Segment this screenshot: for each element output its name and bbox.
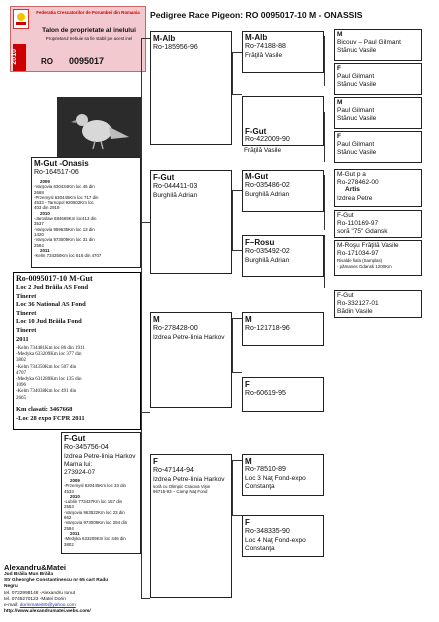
gen4-line: - pămanes Gdansk 1200Km bbox=[337, 264, 392, 269]
gen4-line: Paul Gilmant bbox=[337, 107, 375, 114]
breeder-address: Negru bbox=[4, 584, 18, 590]
breeder-phone: tel. 0745270123 -Matei Dorin bbox=[4, 596, 66, 602]
race-result: -Medyka 633209Km loc 377 din bbox=[16, 352, 82, 358]
race-result: 403 din 2919 bbox=[34, 205, 60, 211]
gen3-sex: M-Alb bbox=[245, 33, 268, 42]
gen3-owner: Loc 3 Naţ Fond-expo Constanţa bbox=[245, 475, 306, 490]
card-ro: RO bbox=[41, 57, 53, 66]
sire-ring: Ro-164517-06 bbox=[34, 169, 79, 176]
connector bbox=[232, 250, 242, 251]
gen4-box-2 bbox=[334, 97, 422, 129]
race-result: -Kelm 734481Km loc 86 din 1911 bbox=[16, 346, 85, 351]
sire-year: 2009 bbox=[40, 179, 50, 184]
gen4-line: Stănuc Vasile bbox=[337, 115, 377, 122]
connector bbox=[141, 412, 150, 413]
gen2-note: soră cu Olimpic Craiova Vişin bbox=[153, 484, 211, 489]
gen4-sex: M bbox=[337, 99, 343, 106]
gen2-owner: Burghilă Adrian bbox=[153, 192, 198, 199]
subject-line: Tineret bbox=[16, 292, 37, 300]
gen4-line: Rivalde fiala (Samplas) bbox=[337, 258, 383, 263]
gen4-line: Paul Gilmant bbox=[337, 141, 375, 148]
race-result: -Medyka 631280Km loc 135 din bbox=[16, 377, 82, 383]
subject-line: Tineret bbox=[16, 326, 37, 334]
gen4-line: Paul Gilmant bbox=[337, 73, 375, 80]
race-result: -Varşovia 973009Km loc 31 din bbox=[34, 237, 95, 243]
gen2-ring: Ro-044411-03 bbox=[153, 183, 198, 190]
gen4-sex: M bbox=[337, 31, 343, 38]
subject-line: Tineret bbox=[16, 309, 37, 317]
subject-line: Loc 10 Jud Brăila Fond bbox=[16, 318, 82, 326]
dam-owner: Izdrea Petre-linia Harkov bbox=[64, 453, 136, 460]
breeder-address: Str Gheorghe Constantinescu nr 65 cart Radu bbox=[4, 578, 109, 584]
gen2-ring: Ro-185956-96 bbox=[153, 44, 198, 51]
sire-year: 2010 bbox=[40, 210, 50, 216]
race-result: -Kelm 734350Km loc 616 din 4707 bbox=[34, 253, 102, 259]
gen2-sex: F-Gut bbox=[153, 173, 175, 182]
sire-year: 2011 bbox=[40, 247, 50, 253]
bracket-line bbox=[232, 318, 233, 372]
connector bbox=[232, 515, 242, 516]
bracket-line bbox=[324, 175, 325, 230]
gen4-sex: F bbox=[337, 133, 341, 140]
gen2-box-1 bbox=[150, 170, 232, 274]
dam-year: 2011 bbox=[70, 530, 80, 536]
gen3-box-3 bbox=[242, 235, 324, 277]
race-result: -Medyka 633209Km loc 446 din bbox=[64, 536, 126, 542]
bracket-line bbox=[232, 190, 233, 250]
pigeon-image bbox=[57, 97, 141, 157]
gen2-box-0 bbox=[150, 31, 232, 145]
gen2-owner: Izdrea Petre-linia Harkov bbox=[153, 476, 225, 483]
subject-name: Ro-0095017-10 M-Gut bbox=[16, 274, 93, 283]
dam-extra: 273924-07 bbox=[64, 469, 96, 476]
race-result: -Przemysl 630445Km loc 33 din bbox=[64, 483, 126, 489]
race-result: 1096 bbox=[16, 383, 26, 389]
subject-race-list bbox=[16, 346, 85, 402]
pigeon-photo bbox=[57, 97, 141, 157]
dam-ring: Ro-345756-04 bbox=[64, 444, 109, 451]
bracket-line bbox=[141, 38, 142, 598]
connector bbox=[232, 372, 242, 373]
connector bbox=[232, 460, 242, 461]
gen4-line: Stănuc Vasile bbox=[337, 81, 377, 88]
race-result: 662 bbox=[64, 515, 72, 521]
connector bbox=[232, 52, 242, 53]
race-result: 3802 bbox=[64, 541, 74, 547]
gen2-sex: M bbox=[153, 315, 160, 324]
race-result: 1420 bbox=[34, 231, 44, 237]
race-result: 4533 bbox=[64, 488, 74, 494]
gen4-line: Stănuc Vasile bbox=[337, 47, 377, 54]
card-number: 0095017 bbox=[69, 56, 105, 66]
gen3-sex: M-Gut bbox=[245, 172, 269, 181]
sire-box bbox=[31, 157, 141, 268]
gen4-line: Ro-110169-97 bbox=[337, 220, 379, 227]
gen2-ring: Ro-278428-00 bbox=[153, 325, 198, 332]
dam-year: 2010 bbox=[70, 493, 80, 499]
gen3-box-0 bbox=[242, 31, 324, 73]
connector bbox=[232, 94, 242, 95]
gen2-sex: M-Alb bbox=[153, 34, 176, 43]
gen3-owner: Burghilă Adrian bbox=[245, 191, 290, 198]
gen3-ring: Ro-348335-90 bbox=[245, 528, 290, 535]
race-result: -Varşovia 630434Km loc 46 din bbox=[34, 184, 95, 190]
race-result: -Kelm 734038Km loc 491 din bbox=[16, 389, 77, 395]
card-federation: Federatia Crescatorilor de Porumbei din Romania bbox=[36, 10, 140, 15]
dam-year: 2009 bbox=[70, 478, 80, 483]
gen3-box-5 bbox=[242, 377, 324, 412]
breeder-info bbox=[4, 563, 144, 615]
gen3-owner: Loc 4 Naţ Fond-expo Constanţa bbox=[245, 537, 306, 552]
gen2-note: 95715-93 – Camp Naţ Fond bbox=[153, 489, 208, 495]
year-tab bbox=[10, 44, 26, 71]
gen4-line: Bicouv – Paul Gilmant bbox=[337, 39, 401, 46]
sire-sex: M-Gut -Onasis bbox=[34, 159, 89, 168]
gen2-extra bbox=[153, 484, 210, 495]
bracket-line bbox=[324, 235, 325, 288]
gen3-box-4 bbox=[242, 312, 324, 346]
card-heading: Talon de proprietate al inelului bbox=[42, 27, 136, 34]
race-result: -Varşovia 959635Km loc 13 din bbox=[34, 226, 95, 232]
subject-box bbox=[13, 272, 141, 430]
gen4-box-3 bbox=[334, 131, 422, 163]
race-result: -Lublin 773437Km loc 157 din bbox=[64, 499, 123, 505]
email-label: e-mail: bbox=[4, 603, 19, 609]
gen2-box-3 bbox=[150, 454, 232, 598]
gen3-owner: Burghilă Adrian bbox=[245, 257, 290, 264]
dam-extra: Mama lui: bbox=[64, 461, 93, 468]
card-year: 2010 bbox=[10, 49, 18, 65]
gen3-owner: Frăţilă Vasile bbox=[244, 147, 282, 154]
dam-box bbox=[61, 432, 141, 554]
gen4-sex: M-Gut p a bbox=[337, 171, 366, 178]
page-title: Pedigree Race Pigeon: RO 0095017-10 M - ONASSIS bbox=[150, 10, 363, 20]
gen4-box-5 bbox=[334, 210, 422, 238]
race-result: 4707 bbox=[16, 370, 26, 376]
gen4-box-4 bbox=[334, 169, 422, 207]
subject-year: 2011 bbox=[16, 335, 29, 343]
gen4-sex: M-Roşu Frăţilă Vasile bbox=[337, 242, 399, 249]
gen3-sex: M bbox=[245, 315, 252, 324]
card-note: Proprietarul trebuie sa fie stabil pe acest inel bbox=[45, 36, 133, 41]
race-result: -Varşovia 973009Km loc 294 din bbox=[64, 520, 128, 526]
breeder-phone: tel. 0722998148 -Alexandru Ionut bbox=[4, 590, 75, 596]
subject-results bbox=[16, 284, 88, 344]
gen4-line: Artis bbox=[345, 186, 360, 193]
logo bbox=[13, 9, 29, 29]
gen3-box-6 bbox=[242, 454, 324, 496]
gen3-ring: Ro-035492-02 bbox=[245, 248, 290, 255]
dam-results bbox=[64, 478, 127, 547]
gen4-line: Bădin Vasile bbox=[337, 308, 373, 315]
gen4-line: Izdrea Petre bbox=[337, 195, 373, 202]
gen2-owner: Izdrea Petre-linia Harkov bbox=[153, 334, 225, 341]
website-link[interactable]: http://www.alexandrumatei.webs.com/ bbox=[4, 609, 91, 615]
gen2-box-2 bbox=[150, 312, 232, 408]
gen4-sex: F-Gut bbox=[337, 212, 354, 219]
gen4-box-1 bbox=[334, 63, 422, 95]
race-result: -Varşovia 963522Km loc 23 din bbox=[64, 509, 125, 515]
gen3-ring: Ro-035486-02 bbox=[245, 182, 290, 189]
race-result: -Kelm 734350Km loc 507 din bbox=[16, 364, 77, 370]
gen3-box-1 bbox=[242, 96, 324, 146]
gen2-ring: Ro-47144-94 bbox=[153, 467, 194, 474]
bracket-line bbox=[324, 36, 325, 86]
email-link[interactable]: dorinmatei80@yahoo.com bbox=[19, 603, 76, 609]
race-result: -Przemysl 630445Km loc 717 din bbox=[34, 194, 99, 200]
subject-line: Loc 36 National AS Fond bbox=[16, 301, 86, 309]
gen2-sex: F bbox=[153, 457, 158, 466]
bracket-line bbox=[324, 112, 325, 162]
gen4-sex: F-Gut bbox=[337, 292, 354, 299]
gen3-ring: Ro-121718-96 bbox=[245, 325, 290, 332]
gen4-line: Ro-332127-01 bbox=[337, 300, 379, 307]
gen4-line: Ro-278462-00 bbox=[337, 179, 379, 186]
connector bbox=[232, 190, 242, 191]
gen4-box-7 bbox=[334, 290, 422, 318]
gen3-ring: Ro-60619-95 bbox=[245, 390, 286, 397]
subject-line: Loc 2 Jud Brăila AS Fond bbox=[16, 284, 89, 291]
race-result: 3537 bbox=[34, 221, 44, 227]
gen3-ring: Ro-74188-88 bbox=[245, 43, 286, 50]
gen4-box-6 bbox=[334, 240, 422, 276]
sire-results bbox=[34, 179, 101, 258]
subject-km: Km clasati: 3467668 bbox=[16, 406, 73, 413]
ownership-card bbox=[10, 6, 146, 72]
subject-expo: -Loc 28 expo FCPR 2011 bbox=[16, 415, 85, 422]
bracket-line bbox=[232, 460, 233, 515]
race-result: 2668 bbox=[34, 189, 44, 195]
gen3-box-2 bbox=[242, 170, 324, 212]
race-result: 2553 bbox=[64, 504, 74, 510]
gen3-ring: Ro-78510-89 bbox=[245, 466, 286, 473]
dam-sex: F-Gut bbox=[64, 434, 86, 443]
gen4-line: Ro-171034-97 bbox=[337, 250, 379, 257]
race-result: -Jaroslaw 684669Km loc413 din bbox=[34, 216, 97, 222]
bracket-line bbox=[232, 52, 233, 94]
connector bbox=[232, 318, 242, 319]
gen3-sex: F bbox=[245, 380, 250, 389]
gen4-line: Stănuc Vasile bbox=[337, 149, 377, 156]
gen3-sex: F bbox=[245, 518, 250, 527]
gen3-box-7 bbox=[242, 515, 324, 557]
gen3-sex: M bbox=[245, 457, 252, 466]
race-result: 4533 - Tarnopol 920502Km loc bbox=[34, 200, 94, 206]
gen3-owner: Frăţilă Vasile bbox=[245, 52, 283, 59]
gen3-ring: Ro-422009-90 bbox=[245, 136, 290, 143]
gen3-sex: F–Rosu bbox=[245, 238, 275, 247]
race-result: 2584 bbox=[34, 242, 44, 248]
connector bbox=[141, 222, 150, 223]
connector bbox=[141, 38, 150, 39]
gen4-box-0 bbox=[334, 29, 422, 61]
race-result: 2584 bbox=[64, 525, 74, 531]
breeder-name: Alexandru&Matei bbox=[4, 563, 67, 572]
race-result: 3802 bbox=[16, 358, 26, 364]
gen4-sex: F bbox=[337, 65, 341, 72]
gen4-line: soră "75" Gdansk bbox=[337, 228, 388, 235]
gen3-sex: F-Gut bbox=[245, 127, 267, 136]
race-result: 2665 bbox=[16, 395, 26, 401]
breeder-address: Jud Brăila Mun Brăila bbox=[4, 572, 54, 577]
